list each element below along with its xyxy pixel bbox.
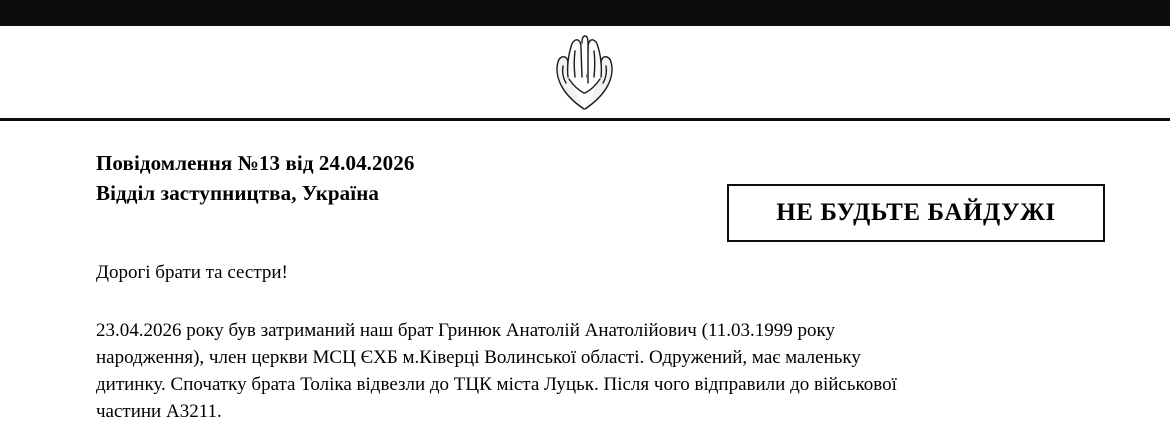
stamp-text: НЕ БУДЬТЕ БАЙДУЖІ bbox=[776, 199, 1056, 226]
heading-line-1: Повідомлення №13 від 24.04.2026 bbox=[96, 151, 415, 175]
top-black-bar bbox=[0, 0, 1170, 26]
stamp-box bbox=[727, 184, 1105, 242]
body-paragraph bbox=[96, 317, 1096, 425]
heading-line-2: Відділ заступництва, Україна bbox=[96, 181, 380, 205]
praying-hands-icon bbox=[549, 33, 621, 111]
paragraph-line-1: 23.04.2026 року був затриманий наш брат Гринюк Анатолій Анатолійович (11.03.1999 року bbox=[96, 320, 835, 341]
paragraph-line-3: дитинку. Спочатку брата Толіка відвезли до ТЦК міста Луцьк. Після чого відправили до військової bbox=[96, 374, 897, 395]
document-header-band bbox=[0, 26, 1170, 121]
document-content bbox=[0, 121, 1170, 439]
document-heading bbox=[96, 148, 716, 208]
paragraph-line-4: частини А3211. bbox=[96, 401, 222, 422]
paragraph-line-2: народження), член церкви МСЦ ЄХБ м.Ківерці Волинської області. Одружений, має маленьку bbox=[96, 347, 861, 368]
salutation-text: Дорогі брати та сестри! bbox=[96, 262, 288, 283]
